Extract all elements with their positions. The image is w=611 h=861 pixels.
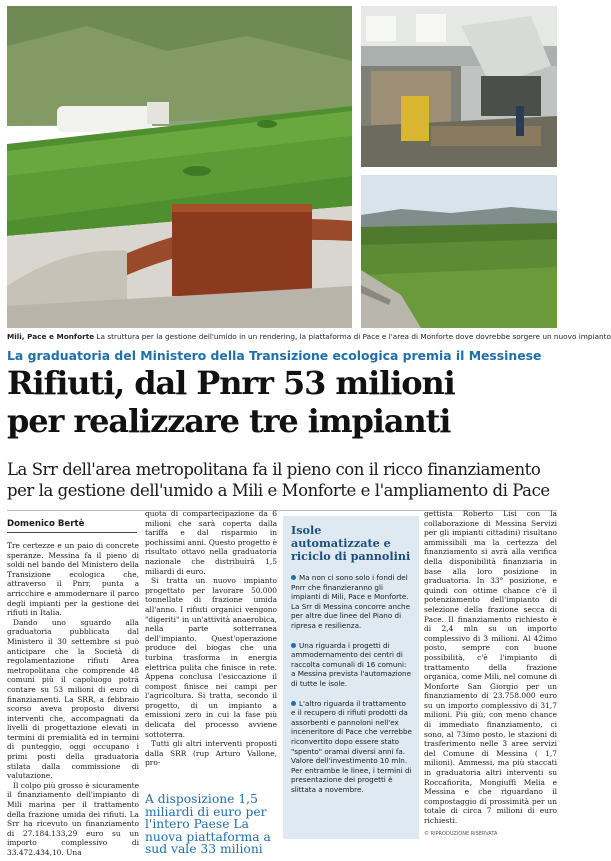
sidebar-box-item-text: Ma non ci sono solo i fondi del Pnrr che finanzieranno gli impianti di Mili, Pace e Monforte. La Srr di Messina concorre anche per altre due linee del Piano di ripresa e resilienza. (291, 573, 410, 630)
sorting-plant-photo (361, 6, 557, 167)
bullet-icon (291, 701, 296, 706)
photo-caption (7, 331, 611, 342)
paragraph: Tutti gli altri interventi proposti dalla SRR (rup Arturo Vallone, pro- (145, 739, 277, 768)
article-column-4 (424, 509, 557, 826)
paragraph: Si tratta un nuovo impianto progettato per lavorare 50.000 tonnellate di frazione umida all'anno. I rifiuti organici vengono "digeriti" in un'attività anaerobica, nella parte sotterranea dell'impianto. Quest'operazione produce del biogas che una turbina trasforma in energia elettrica pulita che finisce in rete. Appena conclusa l'esiccazione il compost finisce nei campi per l'agricoltura. Si tratta, secondo il progetto, di un impianto a emissioni zero in cui la fase più delicata del processo avviene sottoterra. (145, 576, 277, 739)
article-column-2 (145, 509, 277, 768)
paragraph: quota di compartecipazione da 6 milioni che sarà coperta dalla tariffa e dal risparmio in pochissimi anni. Questo progetto è risultato ottavo nella graduatoria nazionale che distribuirà 1,5 miliardi di euro. (145, 509, 277, 576)
deck-line-1: La Srr dell'area metropolitana fa il pieno con il ricco finanziamento (7, 460, 541, 479)
sidebar-box-item (291, 641, 412, 689)
article-column-1 (7, 541, 139, 858)
sidebar-box-item (291, 573, 412, 631)
deck-line-2: per la gestione dell'umido a Mili e Monforte e l'ampliamento di Pace (7, 481, 550, 500)
paragraph: Tre certezze e un paio di concrete speranze. Messina fa il pieno di soldi nel bando del Ministero della Transizione ecologica che, attraverso il Pnrr, punta a arricchire e ammodernare il parco degli impianti per la gestione dei rifiuti in Italia. (7, 541, 139, 618)
rendering-photo (7, 6, 352, 328)
paragraph: Il colpo più grosso è sicuramente il finanziamento dell'impianto di Mili marina per il trattamento della frazione umida dei rifiuti. La Srr ha ricevuto un finanziamento di 27.184.133,29 euro su un importo complessivo di 33.472.434,10. Una (7, 780, 139, 857)
sidebar-box (283, 516, 419, 839)
sidebar-box-item-text: Una riguarda i progetti di ammodernamento dei centri di raccolta comunali di 16 comuni: a Messina prevista l'automazione di tutte le isole. (291, 640, 412, 688)
pull-quote: A disposizione 1,5 miliardi di euro per l'intero Paese La nuova piattaforma a sud vale 33 milioni (145, 792, 271, 857)
caption-text: La struttura per la gestione dell'umido in un rendering, la piattaforma di Pace e l'area di Monforte dove dovrebbe sorgere un nuovo impianto (96, 332, 611, 341)
byline: Domenico Bertè (7, 518, 137, 533)
kicker: La graduatoria del Ministero della Transizione ecologica premia il Messinese (7, 348, 542, 363)
deck (7, 459, 557, 501)
bullet-icon (291, 643, 296, 648)
sidebar-box-item-text: L'altro riguarda il trattamento e il recupero di rifiuti prodotti da assorbenti e pannoloni nell'ex inceneritore di Pace che verrebbe riconvertito dopo essere stato "spento" oramai diversi anni fa. Valore dell'investimento 10 mln. Per entrambe le linee, i termini di presentazione dei progetti è slittata a novembre. (291, 698, 412, 794)
headline (7, 364, 562, 440)
copyright-notice: © RIPRODUZIONE RISERVATA (424, 831, 498, 837)
caption-places: Mili, Pace e Monforte (7, 332, 95, 341)
headline-line-2: per realizzare tre impianti (7, 402, 451, 440)
paragraph: Dando uno sguardo alla graduatoria pubblicata dal Ministero il 30 settembre si può anticipare che la Società di regolamentazione rifiuti Area metropolitana che comprende 48 comuni più il capoluogo potrà contare su 53 milioni di euro di finanziamenti. La SRR, a febbraio scorso aveva proposto diversi interventi che, accompagnati da livelli di progettazione elevati in termini di premialità ed in termini di punteggio, oggi occupano i primi posti della graduatoria stilata dalla commissione di valutazione. (7, 617, 139, 781)
monforte-field-photo (361, 175, 557, 328)
bullet-icon (291, 575, 296, 580)
paragraph: gettista Roberto Lisi con la collaborazione di Messina Servizi per gli impianti cittadini) risultano ammissibili ma la certezza del finanziamento si avrà alla verifica della disponibilità finanziaria in base alla loro posizione in graduatoria. In 33° posizione, e quindi con ottime chance c'è il potenziamento dell'impianto di selezione della frazione secca di Pace. Il finanziamento richiesto è di 2,4 mln su un importo complessivo di 3 milioni. Al 42imo posto, sempre con buone possibilità, c'è l'impianto di trattamento della frazione organica, come Mili, nel comune di Monforte San Giorgio per un finanziamento di 23.758.000 euro su un importo complessivo di 31,7 milioni. Più giù, con meno chance di immediato finanziamento, ci sono, al 73imo posto, le stazioni di trasferimento nelle 3 aree servizi del Comune di Messina ( 1,7 milioni). Ammessi, ma più staccati in graduatoria altri interventi su Roccafiorita, Mongiuffi Melia e Messina e che riguardano il compostaggio di prossimità per un totale di circa 7 milioni di euro richiesti. (424, 509, 557, 825)
sidebar-box-title: Isole automatizzate e riciclo di pannolini (291, 523, 411, 563)
sidebar-box-item (291, 699, 412, 795)
headline-line-1: Rifiuti, dal Pnrr 53 milioni (7, 364, 455, 402)
